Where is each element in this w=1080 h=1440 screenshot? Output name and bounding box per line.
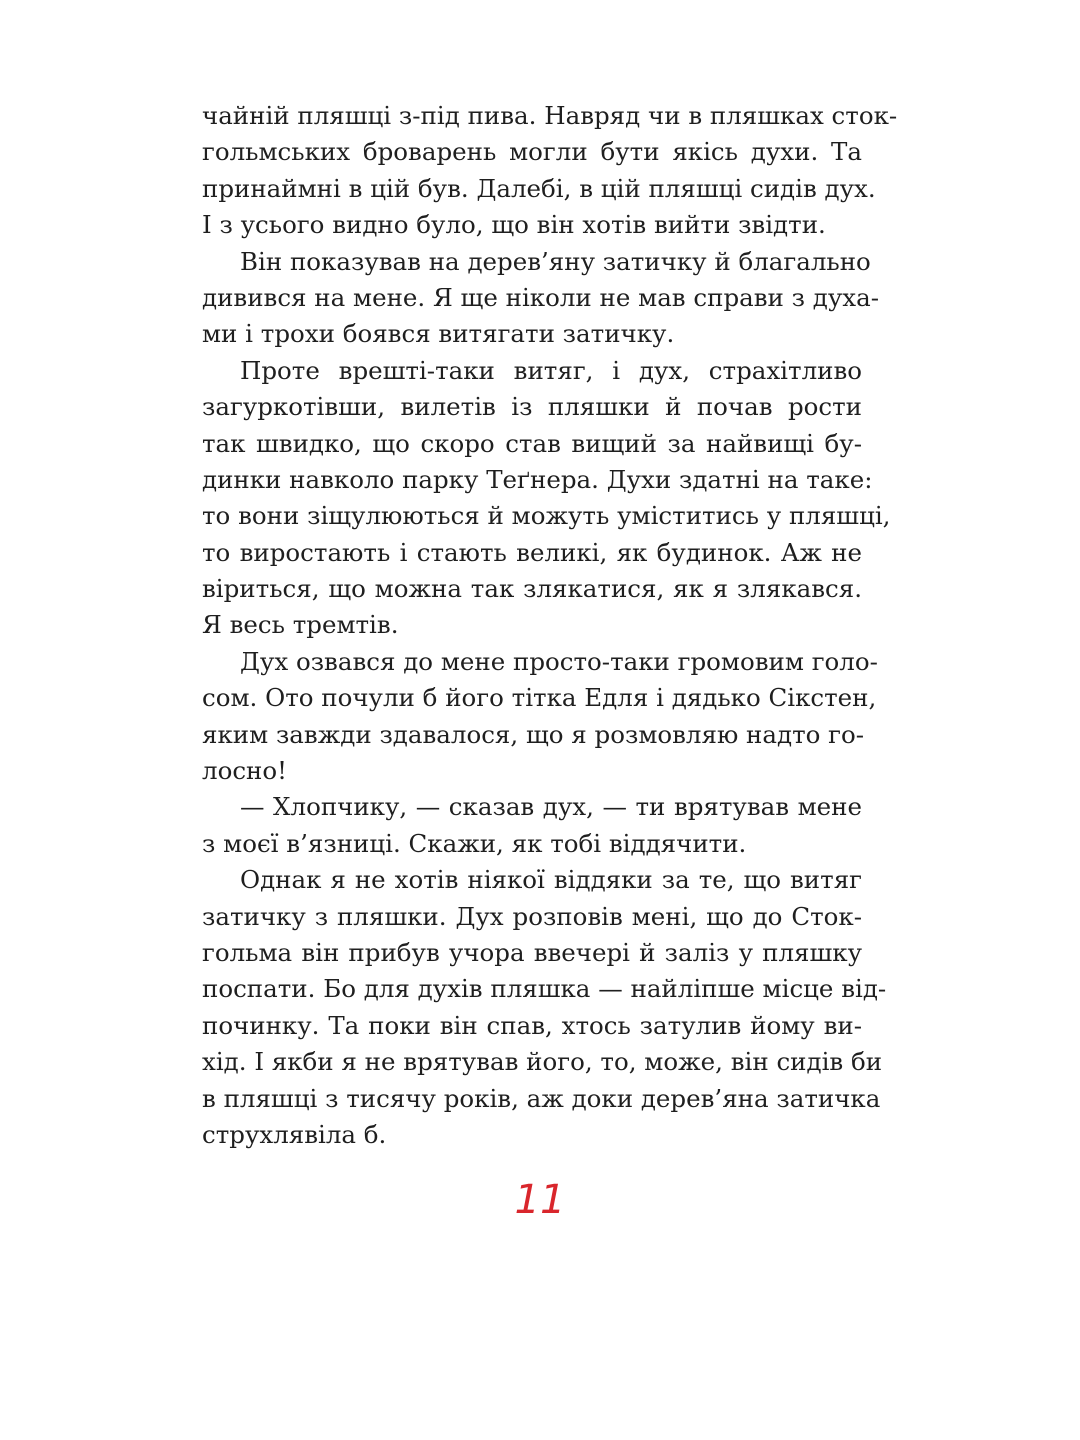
text-line: то виростають і стають великі, як будинок. Аж не xyxy=(202,537,862,567)
paragraph-first-line: Проте врешті-таки витяг, і дух, страхітливо xyxy=(240,355,862,385)
text-line: то вони зіщулюються й можуть уміститись у пляшці, xyxy=(202,501,891,531)
text-line: затичку з пляшки. Дух розповів мені, що до Сток- xyxy=(202,901,862,931)
text-line: гольма він прибув учора ввечері й заліз у пляшку xyxy=(202,937,862,967)
text-line: сом. Ото почули б його тітка Едля і дядько Сікстен, xyxy=(202,683,877,713)
text-line: починку. Та поки він спав, хтось затулив йому ви- xyxy=(202,1010,862,1040)
text-line: яким завжди здавалося, що я розмовляю надто го- xyxy=(202,719,865,749)
page-number: 11 xyxy=(514,1177,566,1223)
text-line: в пляшці з тисячу років, аж доки дерев’яна затичка xyxy=(202,1083,881,1113)
text-line: поспати. Бо для духів пляшка — найліпше місце від- xyxy=(202,974,887,1004)
text-line: хід. І якби я не врятував його, то, може, він сидів би xyxy=(202,1047,883,1077)
text-line: гольмських броварень могли бути якісь духи. Та xyxy=(202,137,862,167)
paragraph-first-line: — Хлопчику, — сказав дух, — ти врятував мене xyxy=(240,792,862,822)
text-line: лосно! xyxy=(202,756,287,786)
paragraph-first-line: Він показував на дерев’яну затичку й благально xyxy=(240,246,871,276)
text-line: дивився на мене. Я ще ніколи не мав справи з духа- xyxy=(202,282,879,312)
text-line: так швидко, що скоро став вищий за найвищі бу- xyxy=(202,428,862,458)
text-line: ми і трохи боявся витягати затичку. xyxy=(202,319,675,349)
paragraph-first-line: Однак я не хотів ніякої віддяки за те, що витяг xyxy=(240,865,862,895)
paragraph-first-line: Дух озвався до мене просто-таки громовим голо- xyxy=(240,646,878,676)
text-line: віриться, що можна так злякатися, як я злякався. xyxy=(202,574,862,604)
text-line: Я весь тремтів. xyxy=(202,610,399,640)
text-line: загуркотівши, вилетів із пляшки й почав рости xyxy=(202,392,862,422)
text-line: принаймні в цій був. Далебі, в цій пляшці сидів дух. xyxy=(202,173,876,203)
text-line: струхлявіла б. xyxy=(202,1119,387,1149)
text-line: І з усього видно було, що він хотів вийти звідти. xyxy=(202,210,826,240)
text-line: динки навколо парку Теґнера. Духи здатні на таке: xyxy=(202,464,873,494)
text-line: з моєї в’язниці. Скажи, як тобі віддячити. xyxy=(202,828,747,858)
body-text xyxy=(202,98,898,1153)
text-line: чайній пляшці з-під пива. Навряд чи в пляшках сток- xyxy=(202,101,898,130)
